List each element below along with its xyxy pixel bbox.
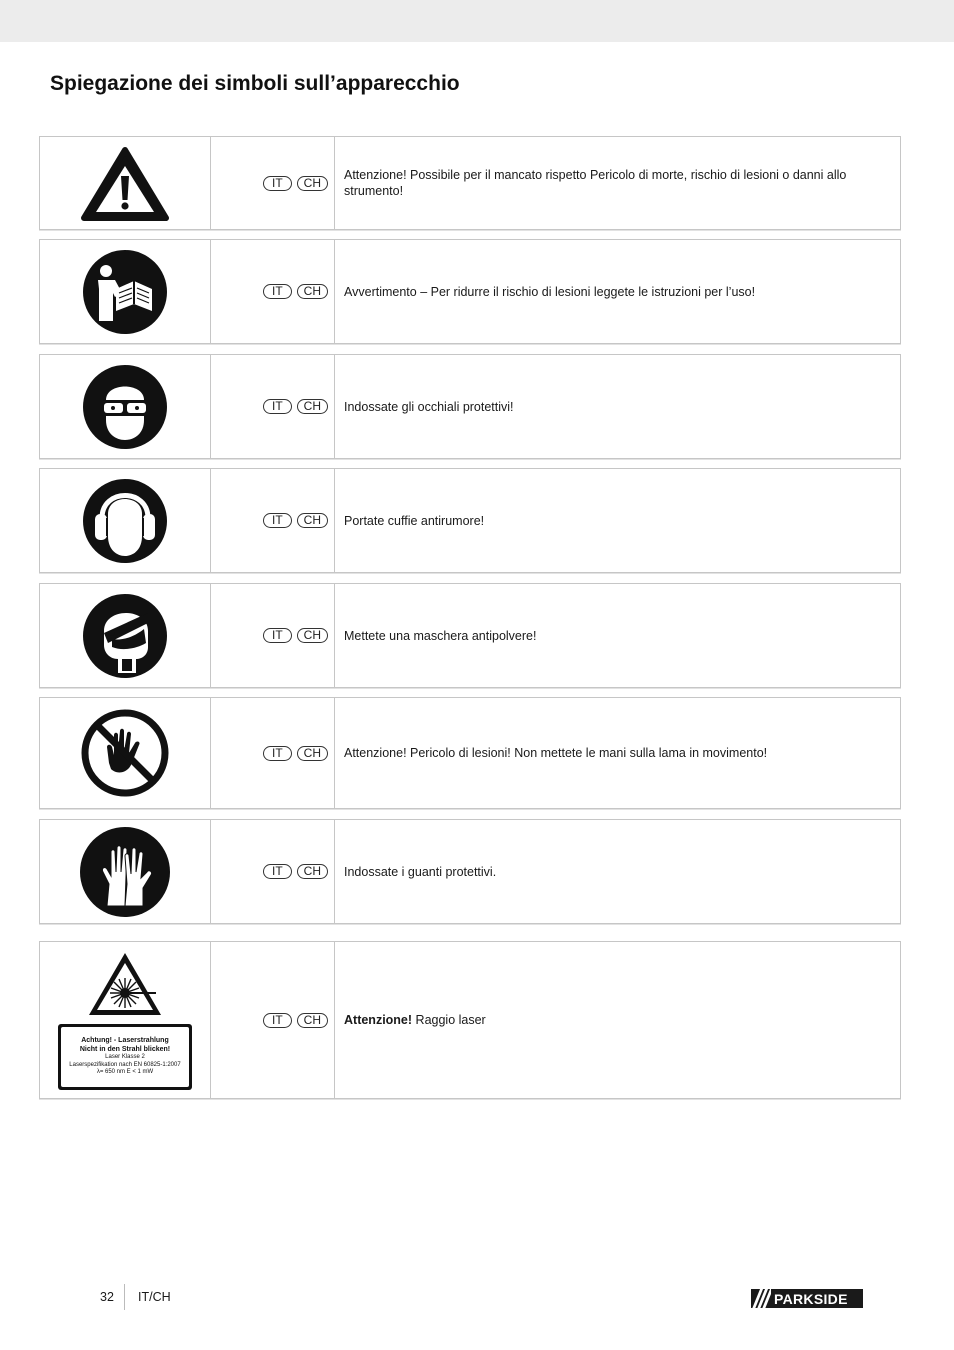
country-badge-it: IT bbox=[263, 284, 292, 299]
symbol-cell bbox=[40, 820, 211, 923]
laser-label-line5: λ= 650 nm E < 1 mW bbox=[96, 1069, 154, 1075]
country-cell bbox=[211, 584, 335, 687]
country-cell bbox=[211, 820, 335, 923]
top-band bbox=[0, 0, 954, 42]
description-rest: Raggio laser bbox=[412, 1013, 486, 1027]
laser-label-line2: Nicht in den Strahl blicken! bbox=[79, 1045, 171, 1053]
country-badge-ch: CH bbox=[297, 628, 328, 643]
description-cell bbox=[335, 469, 900, 572]
symbol-row-goggles bbox=[39, 354, 901, 459]
country-cell bbox=[211, 942, 335, 1098]
description-text: Mettete una maschera antipolvere! bbox=[344, 628, 537, 643]
country-cell bbox=[211, 137, 335, 229]
country-badge-it: IT bbox=[263, 1013, 292, 1028]
symbol-row-gloves bbox=[39, 819, 901, 924]
description-cell bbox=[335, 698, 900, 808]
country-badge-it: IT bbox=[263, 176, 292, 191]
description-cell bbox=[335, 137, 900, 229]
brand-name: PARKSIDE bbox=[774, 1290, 848, 1307]
description-cell bbox=[335, 820, 900, 923]
footer-divider bbox=[124, 1284, 125, 1310]
symbol-cell bbox=[40, 355, 211, 458]
no-hands-icon bbox=[79, 707, 171, 799]
logo-slashes-icon bbox=[751, 1289, 771, 1308]
description-text bbox=[344, 1012, 486, 1028]
country-cell bbox=[211, 355, 335, 458]
parkside-logo bbox=[751, 1289, 863, 1308]
ear-protection-icon bbox=[82, 478, 168, 564]
country-cell bbox=[211, 469, 335, 572]
country-badge-ch: CH bbox=[297, 176, 328, 191]
page-number: 32 bbox=[100, 1290, 114, 1304]
laser-warning-icon bbox=[86, 950, 164, 1018]
symbol-row-laser bbox=[39, 941, 901, 1099]
page-title: Spiegazione dei simboli sull’apparecchio bbox=[50, 72, 460, 95]
symbol-cell bbox=[40, 240, 211, 343]
country-badge-ch: CH bbox=[297, 513, 328, 528]
symbol-cell bbox=[40, 469, 211, 572]
country-badge-it: IT bbox=[263, 628, 292, 643]
symbol-row-no-hands bbox=[39, 697, 901, 809]
description-text: Attenzione! Pericolo di lesioni! Non mettete le mani sulla lama in movimento! bbox=[344, 746, 768, 760]
description-text: Attenzione! Possibile per il mancato rispetto Pericolo di morte, rischio di lesioni o danni allo strumento! bbox=[344, 168, 847, 198]
symbol-cell bbox=[40, 942, 211, 1098]
description-cell bbox=[335, 240, 900, 343]
laser-label bbox=[58, 1024, 192, 1090]
symbol-cell bbox=[40, 584, 211, 687]
laser-label-line3: Laser Klasse 2 bbox=[105, 1054, 145, 1060]
country-cell bbox=[211, 240, 335, 343]
symbol-row-dust-mask bbox=[39, 583, 901, 688]
country-badge-ch: CH bbox=[297, 746, 328, 761]
description-cell bbox=[335, 584, 900, 687]
country-badge-it: IT bbox=[263, 864, 292, 879]
description-bold: Attenzione! bbox=[344, 1013, 413, 1027]
symbol-cell bbox=[40, 137, 211, 229]
description-text: Indossate gli occhiali protettivi! bbox=[344, 399, 514, 414]
description-text: Avvertimento – Per ridurre il rischio di lesioni leggete le istruzioni per l’uso! bbox=[344, 284, 756, 299]
country-badge-it: IT bbox=[263, 513, 292, 528]
country-badge-ch: CH bbox=[297, 284, 328, 299]
footer-language: IT/CH bbox=[138, 1290, 171, 1304]
safety-goggles-icon bbox=[82, 364, 168, 450]
warning-triangle-icon bbox=[80, 144, 170, 222]
laser-label-line1: Achtung! - Laserstrahlung bbox=[81, 1037, 169, 1044]
symbol-row-ear-protection bbox=[39, 468, 901, 573]
description-cell bbox=[335, 942, 900, 1098]
country-badge-ch: CH bbox=[297, 864, 328, 879]
country-badge-it: IT bbox=[263, 746, 292, 761]
symbol-row-warning bbox=[39, 136, 901, 230]
description-cell bbox=[335, 355, 900, 458]
symbol-cell bbox=[40, 698, 211, 808]
country-badge-ch: CH bbox=[297, 1013, 328, 1028]
laser-label-line4: Laserspezifikation nach EN 60825-1:2007 bbox=[69, 1061, 181, 1068]
description-text: Indossate i guanti protettivi. bbox=[344, 864, 497, 879]
country-cell bbox=[211, 698, 335, 808]
description-text: Portate cuffie antirumore! bbox=[344, 513, 485, 528]
country-badge-it: IT bbox=[263, 399, 292, 414]
country-badge-ch: CH bbox=[297, 399, 328, 414]
protective-gloves-icon bbox=[79, 826, 171, 918]
dust-mask-icon bbox=[82, 593, 168, 679]
symbol-row-read-manual bbox=[39, 239, 901, 344]
read-manual-icon bbox=[82, 249, 168, 335]
